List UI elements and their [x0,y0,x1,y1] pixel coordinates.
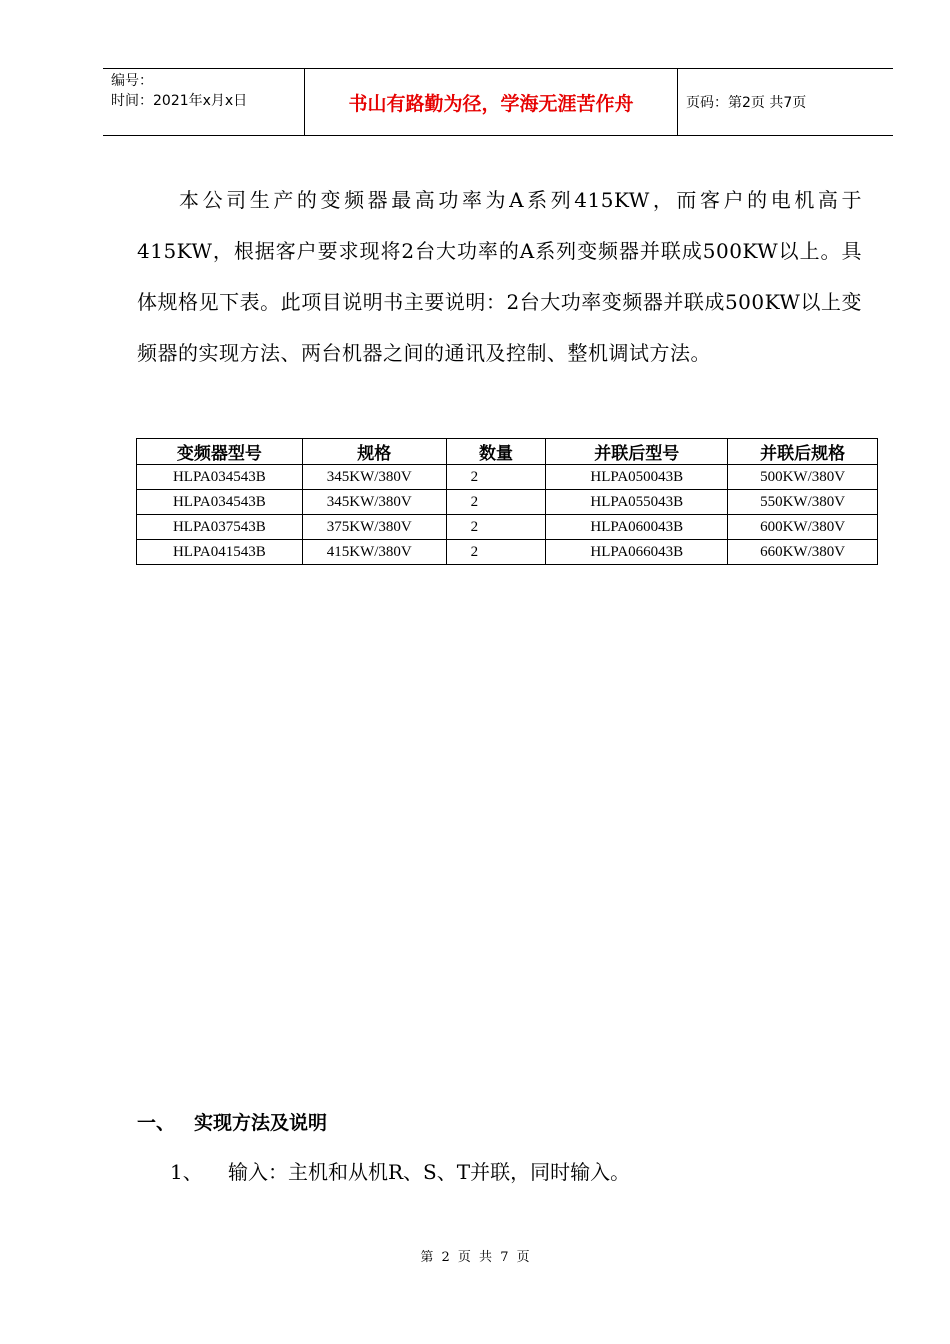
table-cell: 345KW/380V [302,490,446,515]
table-cell: HLPA034543B [137,465,303,490]
section-title: 实现方法及说明 [194,1112,328,1134]
table-row [137,490,878,515]
table-cell: HLPA066043B [546,540,728,565]
table-cell: 2 [446,490,546,515]
table-row [137,540,878,565]
list-item-number: 1、 [170,1160,203,1184]
table-cell: 375KW/380V [302,515,446,540]
table-row [137,515,878,540]
document-number-label: 编号： [111,73,153,89]
table-cell: 660KW/380V [728,540,878,565]
table-cell: 550KW/380V [728,490,878,515]
table-cell: HLPA034543B [137,490,303,515]
body-paragraph: 本公司生产的变频器最高功率为A系列415KW，而客户的电机高于415KW，根据客户要求现将2台大功率的A系列变频器并联成500KW以上。具体规格见下表。此项目说明书主要说明：2台大功率变频器并联成500KW以上变频器的实现方法、两台机器之间的通讯及控制、整机调试方法。 [137,188,862,365]
table-cell: 500KW/380V [728,465,878,490]
table-header-cell: 并联后规格 [728,439,878,465]
section-number: 一、 [137,1112,176,1134]
section-heading [137,1108,327,1135]
table-cell: 600KW/380V [728,515,878,540]
spec-table [136,438,878,565]
table-header-cell: 规格 [302,439,446,465]
header-page-info: 页码：第2页 共7页 [686,95,807,111]
table-cell: HLPA037543B [137,515,303,540]
table-row [137,465,878,490]
table-cell: 415KW/380V [302,540,446,565]
table-header-row [137,439,878,465]
header-motto: 书山有路勤为径，学海无涯苦作舟 [304,69,678,135]
table-cell: HLPA055043B [546,490,728,515]
page-footer: 第 2 页 共 7 页 [420,1250,530,1265]
table-header-cell: 变频器型号 [137,439,303,465]
document-time: 时间：2021年x月x日 [111,93,248,109]
table-cell: 2 [446,515,546,540]
list-item [170,1156,630,1185]
table-cell: HLPA041543B [137,540,303,565]
table-cell: HLPA060043B [546,515,728,540]
table-cell: 2 [446,540,546,565]
header-meta [103,69,304,135]
list-item-text: 输入：主机和从机R、S、T并联，同时输入。 [228,1160,631,1184]
table-header-cell: 数量 [446,439,546,465]
page-header [103,68,893,136]
table-cell: 345KW/380V [302,465,446,490]
table-cell: HLPA050043B [546,465,728,490]
table-cell: 2 [446,465,546,490]
table-header-cell: 并联后型号 [546,439,728,465]
